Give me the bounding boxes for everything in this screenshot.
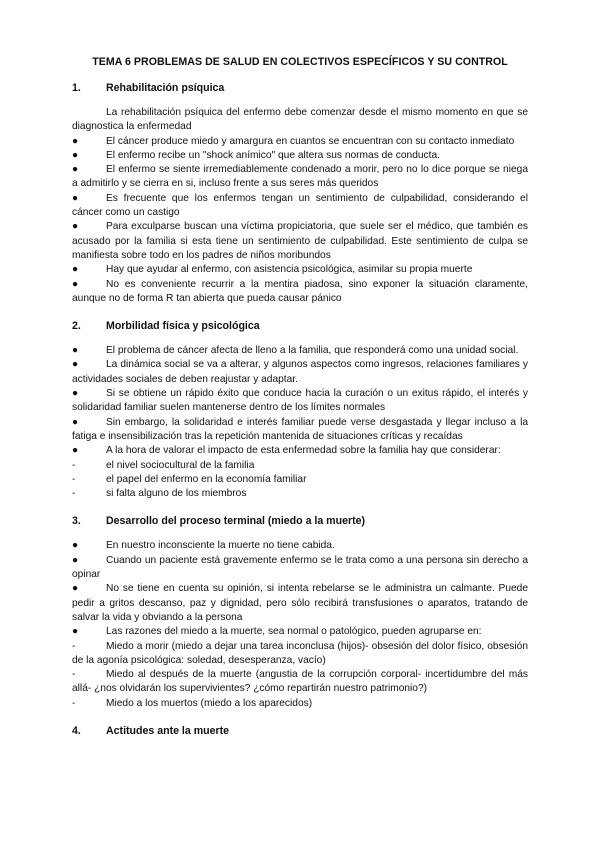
list-item <box>72 416 528 445</box>
list-item <box>72 473 528 487</box>
bullet-icon: ● <box>72 583 79 595</box>
list-item <box>72 582 528 625</box>
list-item <box>72 625 528 639</box>
list-item-text: En nuestro inconsciente la muerte no tiene cabida. <box>106 540 335 552</box>
dash-icon: - <box>72 669 76 681</box>
list-item-text: A la hora de valorar el impacto de esta enfermedad sobre la familia hay que considerar: <box>106 445 501 457</box>
list-item-text: Hay que ayudar al enfermo, con asistencia psicológica, asimilar su propia muerte <box>106 264 473 276</box>
bullet-icon: ● <box>72 149 79 161</box>
section-1 <box>72 82 528 306</box>
list-item-text: Miedo a los muertos (miedo a los aparecidos) <box>106 697 313 709</box>
list-item-text: Sin embargo, la solidaridad e interés familiar puede verse desgastada y llegar incluso a la fatiga e insensibilización tras la repetición mantenida de situaciones críticas y recaídas <box>72 416 528 442</box>
section-title: Morbilidad física y psicológica <box>106 320 260 333</box>
bullet-icon: ● <box>72 416 79 428</box>
list-item <box>72 192 528 221</box>
list-item-text: No se tiene en cuenta su opinión, si intenta rebelarse se le administra un calmante. Puede pedir a gritos descanso, paz y dignidad, pero sólo recibirá transfusiones o aparatos, tratando de salvar la vida y obviando a la persona <box>72 583 528 623</box>
section-2 <box>72 320 528 501</box>
bullet-icon: ● <box>72 278 79 290</box>
section-number: 2. <box>72 320 81 333</box>
bullet-icon: ● <box>72 264 79 276</box>
dash-icon: - <box>72 488 76 500</box>
document-title: TEMA 6 PROBLEMAS DE SALUD EN COLECTIVOS ESPECÍFICOS Y SU CONTROL <box>92 56 508 68</box>
list-item <box>72 444 528 458</box>
section-4 <box>72 725 528 737</box>
section-heading <box>72 82 528 94</box>
list-item-text: si falta alguno de los miembros <box>106 488 247 500</box>
dash-icon: - <box>72 473 76 485</box>
section-3 <box>72 515 528 711</box>
list-item <box>72 344 528 358</box>
list-item <box>72 263 528 277</box>
bullet-icon: ● <box>72 540 79 552</box>
dash-icon: - <box>72 697 76 709</box>
list-item <box>72 387 528 416</box>
section-title: Desarrollo del proceso terminal (miedo a la muerte) <box>106 515 366 528</box>
list-item <box>72 487 528 501</box>
list-item-text: el papel del enfermo en la economía familiar <box>106 473 307 485</box>
list-item-text: El enfermo recibe un "shock anímico" que altera sus normas de conducta. <box>106 149 440 161</box>
section-title: Actitudes ante la muerte <box>106 724 230 737</box>
bullet-icon: ● <box>72 221 79 233</box>
bullet-icon: ● <box>72 345 79 357</box>
list-item <box>72 640 528 669</box>
list-item-text: Cuando un paciente está gravemente enfermo se le trata como a una persona sin derecho a opinar <box>72 554 528 581</box>
list-item <box>72 459 528 473</box>
list-item-text: La dinámica social se va a alterar, y algunos aspectos como ingresos, relaciones familiares y actividades sociales de deben reajustar y adaptar. <box>72 359 528 385</box>
section-number: 1. <box>72 82 81 94</box>
list-item <box>72 668 528 697</box>
section-number: 4. <box>72 724 81 737</box>
bullet-icon: ● <box>72 445 79 457</box>
list-item-text: El problema de cáncer afecta de lleno a la familia, que responderá como una unidad social. <box>106 345 519 357</box>
list-item <box>72 554 528 583</box>
list-item-text: Si se obtiene un rápido éxito que conduce hacia la curación o un exitus rápido, el interés y solidaridad familiar suelen mantenerse dentro de los límites normales <box>72 388 528 414</box>
bullet-icon: ● <box>72 164 79 176</box>
list-item <box>72 358 528 387</box>
bullet-icon: ● <box>72 135 79 147</box>
bullet-icon: ● <box>72 626 79 638</box>
list-item-text: Es frecuente que los enfermos tengan un sentimiento de culpabilidad, considerando el cáncer como un castigo <box>72 192 528 219</box>
bullet-icon: ● <box>72 359 79 371</box>
section-title: Rehabilitación psíquica <box>106 82 225 94</box>
bullet-icon: ● <box>72 192 79 204</box>
dash-icon: - <box>72 640 76 652</box>
bullet-icon: ● <box>72 554 79 566</box>
list-item-text: El enfermo se siente irremediablemente condenado a morir, pero no lo dice porque se niega a admitirlo y se cierra en si, incluso frente a sus seres más queridos <box>72 164 528 190</box>
list-item <box>72 278 528 307</box>
dash-icon: - <box>72 459 76 471</box>
list-item-text: Miedo a morir (miedo a dejar una tarea inconclusa (hijos)- obsesión del dolor físico, obsesión de la agonía psicológica: soledad, desesperanza, vacío) <box>72 640 528 666</box>
list-item-text: Las razones del miedo a la muerte, sea normal o patológico, pueden agruparse en: <box>106 626 482 638</box>
paragraph-text: La rehabilitación psíquica del enfermo debe comenzar desde el mismo momento en que se diagnostica la enfermedad <box>72 107 528 133</box>
list-item-text: el nivel sociocultural de la familia <box>106 459 255 471</box>
section-number: 3. <box>72 515 81 528</box>
bullet-icon: ● <box>72 388 79 400</box>
list-item <box>72 539 528 553</box>
list-item <box>72 135 528 149</box>
paragraph <box>72 106 528 135</box>
list-item-text: Miedo al después de la muerte (angustia de la corrupción corporal- incertidumbre del más allá- ¿nos olvidarán los supervivientes? ¿cómo repartirán nuestro patrimonio?) <box>72 669 528 695</box>
list-item <box>72 163 528 192</box>
list-item <box>72 149 528 163</box>
list-item-text: El cáncer produce miedo y amargura en cuantos se encuentran con su contacto inmediato <box>106 135 515 147</box>
list-item-text: Para exculparse buscan una víctima propiciatoria, que suele ser el médico, que también es acusado por la familia si esta tiene un sentimiento de culpabilidad. Este sentimiento de culpa se manifiesta sobre todo en los padres de niños moribundos <box>72 221 528 261</box>
section-heading <box>72 515 528 527</box>
section-heading <box>72 320 528 332</box>
list-item-text: No es conveniente recurrir a la mentira piadosa, sino exponer la situación claramente, aunque no de forma R tan abierta que pueda causar pánico <box>72 278 528 304</box>
document-page <box>72 56 528 751</box>
list-item <box>72 220 528 263</box>
list-item <box>72 697 528 711</box>
section-heading <box>72 725 528 737</box>
